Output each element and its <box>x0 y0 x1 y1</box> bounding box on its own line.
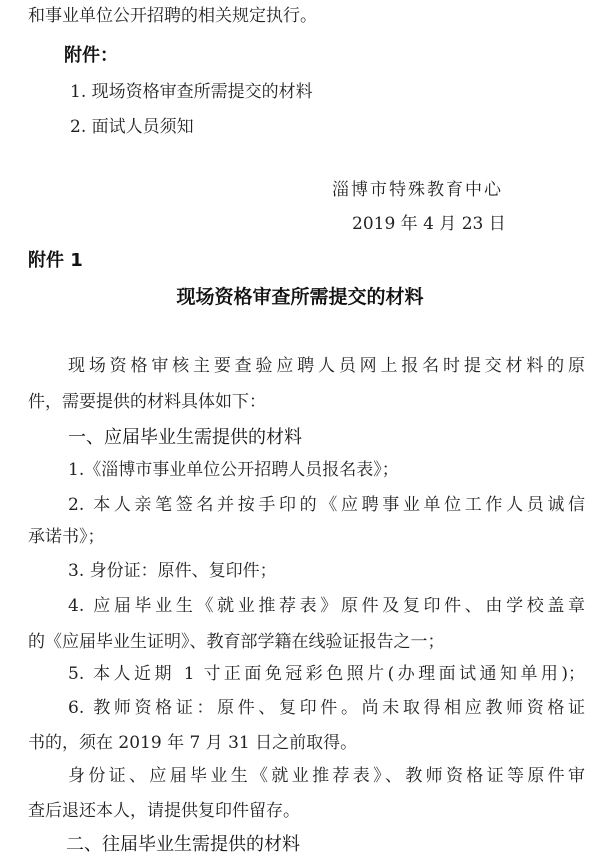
body-text-line: 3. 身份证：原件、复印件； <box>68 561 277 581</box>
body-text-line: 现场资格审核主要查验应聘人员网上报名时提交材料的原 <box>68 356 585 376</box>
section-heading: 一、应届毕业生需提供的材料 <box>68 427 302 448</box>
attachment1-label: 附件 1 <box>28 250 83 271</box>
body-text-line: 6. 教师资格证：原件、复印件。尚未取得相应教师资格证 <box>68 698 585 718</box>
body-text-line: 书的，须在 2019 年 7 月 31 日之前取得。 <box>28 733 358 753</box>
body-text-line: 4. 应届毕业生《就业推荐表》原件及复印件、由学校盖章 <box>68 596 585 616</box>
signature-org: 淄博市特殊教育中心 <box>332 180 503 200</box>
body-text-line: 件，需要提供的材料具体如下： <box>28 392 266 412</box>
section-heading: 二、往届毕业生需提供的材料 <box>66 834 300 855</box>
body-text-line: 身份证、应届毕业生《就业推荐表》、教师资格证等原件审 <box>68 766 585 786</box>
body-text-line: 查后退还本人，请提供复印件留存。 <box>28 801 300 821</box>
attachment-item: 1. 现场资格审查所需提交的材料 <box>70 82 313 102</box>
attachment-item: 2. 面试人员须知 <box>70 117 194 137</box>
body-text-line: 1.《淄博市事业单位公开招聘人员报名表》； <box>68 460 399 480</box>
attachments-heading: 附件： <box>64 45 118 66</box>
body-text-line: 5. 本人近期 1 寸正面免冠彩色照片(办理面试通知单用)； <box>68 664 585 684</box>
body-text-line: 和事业单位公开招聘的相关规定执行。 <box>28 6 317 26</box>
body-text-line: 2. 本人亲笔签名并按手印的《应聘事业单位工作人员诚信 <box>68 495 585 515</box>
body-text-line: 承诺书》； <box>28 527 105 547</box>
body-text-line: 的《应届毕业生证明》、教育部学籍在线验证报告之一； <box>28 632 445 652</box>
signature-date: 2019 年 4 月 23 日 <box>352 214 506 234</box>
attachment1-title: 现场资格审查所需提交的材料 <box>176 286 424 308</box>
